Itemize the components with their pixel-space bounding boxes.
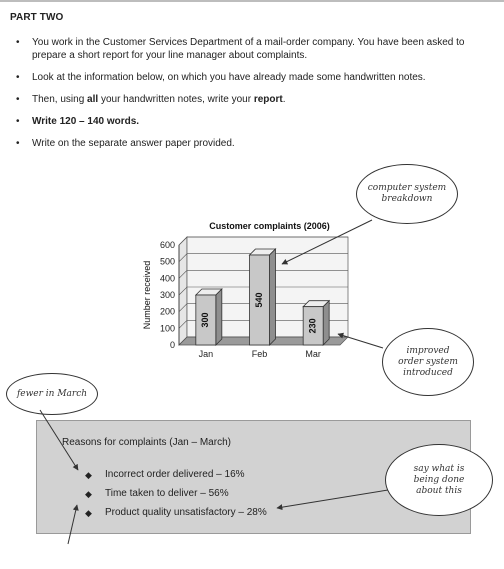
bullet-icon: • (16, 94, 20, 105)
reason-item: ◆ Incorrect order delivered – 16% (85, 469, 245, 480)
bar-side (323, 301, 329, 345)
y-tick-label: 300 (159, 290, 175, 300)
reason-item: ◆ Product quality unsatisfactory – 28% (85, 507, 267, 518)
instruction-item: • Then, using all your handwritten notes, write your report. (16, 94, 286, 105)
arrow-saywhat (277, 490, 388, 508)
diamond-icon: ◆ (85, 489, 92, 499)
arrow-improved (338, 334, 383, 348)
chart-title: Customer complaints (2006) (209, 221, 330, 231)
bar-side (216, 289, 222, 345)
diamond-icon: ◆ (85, 470, 92, 480)
x-tick-label: Mar (305, 349, 321, 359)
bullet-icon: • (16, 37, 20, 48)
note-bubble-fewer: fewer in March (6, 373, 98, 415)
arrow-quality (68, 505, 77, 544)
y-tick-label: 400 (159, 273, 175, 284)
note-bubble-computer: computer system breakdown (356, 164, 458, 224)
x-tick-label: Feb (251, 349, 268, 359)
y-axis-label: Number received (142, 260, 152, 330)
note-bubble-improved: improved order system introduced (382, 328, 474, 396)
x-tick-label: Jan (198, 349, 214, 359)
reason-item: ◆ Time taken to deliver – 56% (85, 488, 229, 499)
instruction-item: • You work in the Customer Services Department of a mail-order company. You have been asked to prepare a short report for your line manager about complaints. (16, 37, 465, 61)
instruction-item: • Look at the information below, on which you have already made some handwritten notes. (16, 72, 426, 83)
bar-data-label: 540 (253, 292, 264, 308)
bar-side (270, 249, 276, 345)
y-tick-label: 0 (169, 340, 175, 350)
bar-data-label: 230 (307, 318, 318, 334)
bar-data-label: 300 (200, 312, 211, 328)
part-title: PART TWO (10, 12, 64, 23)
bullet-icon: • (16, 138, 20, 149)
bullet-icon: • (16, 116, 20, 127)
bullet-icon: • (16, 72, 20, 83)
y-tick-label: 200 (159, 306, 175, 317)
note-bubble-saywhat: say what is being done about this (385, 444, 493, 516)
y-tick-label: 600 (159, 240, 175, 250)
diamond-icon: ◆ (85, 508, 92, 518)
reasons-title: Reasons for complaints (Jan – March) (62, 437, 231, 448)
instruction-item: • Write on the separate answer paper provided. (16, 138, 235, 149)
y-tick-label: 500 (159, 256, 175, 267)
arrow-fewer (40, 410, 78, 470)
instruction-item: • Write 120 – 140 words. (16, 116, 140, 127)
y-tick-label: 100 (159, 323, 175, 334)
